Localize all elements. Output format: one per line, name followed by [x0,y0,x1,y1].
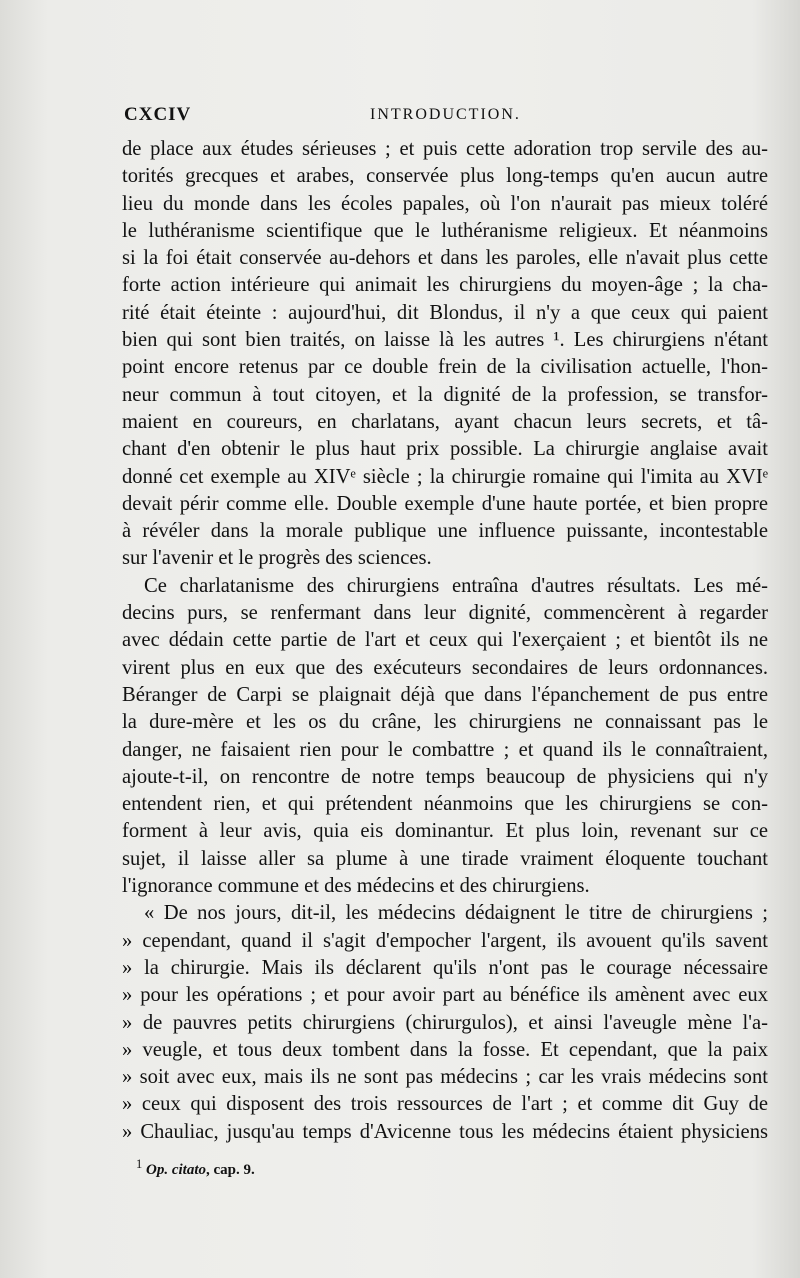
running-title: INTRODUCTION. [370,106,521,123]
footnote [136,1157,756,1179]
quote-line: » Chauliac, jusqu'au temps d'Avicenne tous les médecins étaient physiciens [122,1120,768,1143]
body-text [122,136,768,1146]
text-line: sujet, il laisse aller sa plume à une tirade vraiment éloquente touchant [122,847,768,870]
text-line: Ce charlatanisme des chirurgiens entraîna d'autres résultats. Les mé- [144,574,768,597]
text-line: avec dédain cette partie de l'art et ceux qui l'exerçaient ; et bientôt ils ne [122,629,768,652]
text-line: chant d'en obtenir le plus haut prix possible. La chirurgie anglaise avait [122,438,768,461]
quote-line: « De nos jours, dit-il, les médecins dédaignent le titre de chirurgiens ; [144,902,768,925]
quote-line: » pour les opérations ; et pour avoir part au bénéfice ils amènent avec eux [122,984,768,1007]
text-line: si la foi était conservée au-dehors et dans les paroles, elle n'avait plus cette [122,247,768,270]
text-line: l'ignorance commune et des médecins et des chirurgiens. [122,875,590,898]
text-line: de place aux études sérieuses ; et puis cette adoration trop servile des au- [122,138,768,160]
text-line: la dure-mère et les os du crâne, les chirurgiens ne connaissant pas le [122,711,768,734]
quote-line: » ceux qui disposent des trois ressources de l'art ; et comme dit Guy de [122,1093,768,1116]
text-line: point encore retenus par ce double frein de la civilisation actuelle, l'hon- [122,356,768,379]
text-line: forment à leur avis, quia eis dominantur. Et plus loin, revenant sur ce [122,820,768,843]
text-line: à révéler dans la morale publique une influence puissante, incontestable [122,520,768,543]
quote-line: » soit avec eux, mais ils ne sont pas médecins ; car les vrais médecins sont [122,1066,768,1089]
text-line: Béranger de Carpi se plaignait déjà que dans l'épanchement de pus entre [122,683,768,706]
text-line: sur l'avenir et le progrès des sciences. [122,547,432,570]
footnote-reference: , cap. 9. [206,1162,255,1178]
text-line: danger, ne faisaient rien pour le combattre ; et quand ils le connaîtraient, [122,738,768,761]
text-line: rité était éteinte : aujourd'hui, dit Blondus, il n'y a que ceux qui paient [122,301,768,324]
quote-line: » cependant, quand il s'agit d'empocher l'argent, ils avouent qu'ils savent [122,929,768,952]
text-line: lieu du monde dans les écoles papales, où l'on n'aurait pas mieux toléré [122,192,768,215]
text-line: donné cet exemple au XIVᵉ siècle ; la chirurgie romaine qui l'imita au XVIᵉ [122,465,768,488]
text-line: torités grecques et arabes, conservée plus long-temps qu'en aucun autre [122,165,768,188]
text-line: entendent rien, et qui prétendent néanmoins que les chirurgiens se con- [122,793,768,816]
text-line: maient en coureurs, en charlatans, ayant chacun leurs secrets, et tâ- [122,410,768,433]
footnote-marker: 1 [136,1157,143,1171]
text-line: forte action intérieure qui animait les chirurgiens du moyen-âge ; la cha- [122,274,768,297]
quote-line: » de pauvres petits chirurgiens (chirurgulos), et ainsi l'aveugle mène l'a- [122,1011,768,1034]
text-line: neur commun à tout citoyen, et la dignité de la profession, se transfor- [122,383,768,406]
running-header [124,104,764,130]
text-line: virent plus en eux que des exécuteurs secondaires de leurs ordonnances. [122,656,768,679]
text-line: devait périr comme elle. Double exemple d'une haute portée, et bien propre [122,492,768,515]
text-line: bien qui sont bien traités, on laisse là les autres ¹. Les chirurgiens n'étant [122,329,768,352]
footnote-citation: Op. citato [146,1162,206,1178]
page-number: CXCIV [124,104,192,125]
text-line: ajoute-t-il, on rencontre de notre temps beaucoup de physiciens qui n'y [122,765,768,788]
quote-line: » veugle, et tous deux tombent dans la fosse. Et cependant, que la paix [122,1038,768,1061]
text-line: le luthéranisme scientifique que le luthéranisme religieux. Et néanmoins [122,219,768,242]
text-line: decins purs, se renfermant dans leur dignité, commencèrent à regarder [122,602,768,625]
quote-line: » la chirurgie. Mais ils déclarent qu'ils n'ont pas le courage nécessaire [122,956,768,979]
